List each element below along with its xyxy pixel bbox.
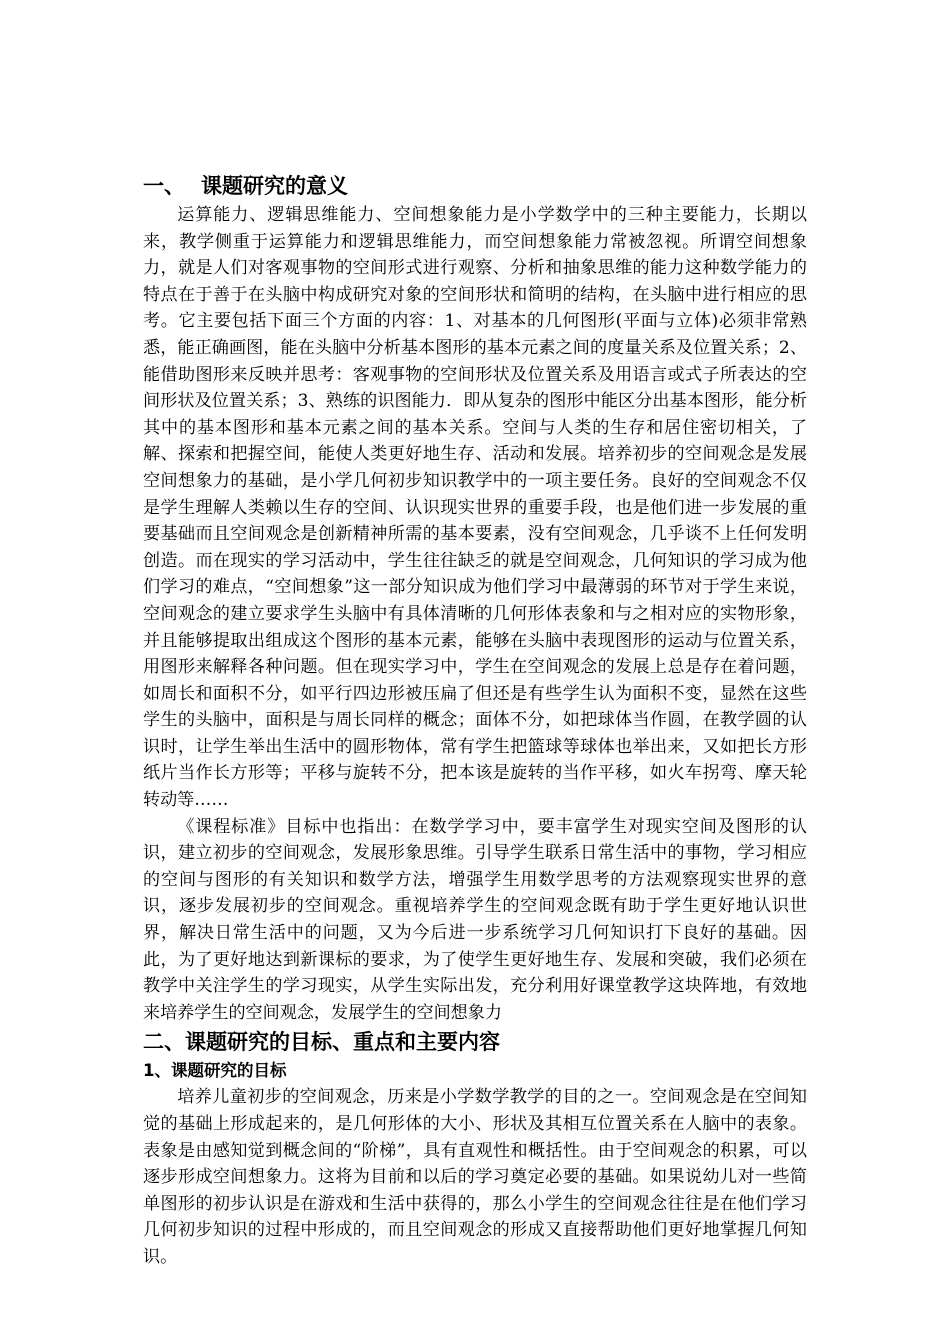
section-1-heading <box>143 170 807 202</box>
section-1-number: 一、 <box>143 174 185 198</box>
subsection-2-1-paragraph-1: 培养儿童初步的空间观念，历来是小学数学教学的目的之一。空间观念是在空间知觉的基础上形成起来的，是几何形体的大小、形状及其相互位置关系在人脑中的表象。表象是由感知觉到概念间的“阶梯”，具有直观性和概括性。由于空间观念的积累，可以逐步形成空间想象力。这将为目前和以后的学习奠定必要的基础。如果说幼儿对一些简单图形的初步认识是在游戏和生活中获得的，那么小学生的空间观念往往是在他们学习几何初步知识的过程中形成的，而且空间观念的形成又直接帮助他们更好地掌握几何知识。 <box>143 1087 807 1267</box>
section-2-heading <box>143 1026 807 1058</box>
section-2-number: 二、 <box>143 1030 185 1055</box>
section-2-title: 课题研究的目标、重点和主要内容 <box>185 1030 500 1055</box>
document-page <box>143 170 807 1271</box>
section-1-paragraph-1: 运算能力、逻辑思维能力、空间想象能力是小学数学中的三种主要能力，长期以来，教学侧重于运算能力和逻辑思维能力，而空间想象能力常被忽视。所谓空间想象力，就是人们对客观事物的空间形式进行观察、分析和抽象思维的能力这种数学能力的特点在于善于在头脑中构成研究对象的空间形状和简明的结构，在头脑中进行相应的思考。它主要包括下面三个方面的内容：1、对基本的几何图形(平面与立体)必须非常熟悉，能正确画图，能在头脑中分析基本图形的基本元素之间的度量关系及位置关系；2、能借助图形来反映并思考：客观事物的空间形状及位置关系及用语言或式子所表达的空间形状及位置关系；3、熟练的识图能力．即从复杂的图形中能区分出基本图形，能分析其中的基本图形和基本元素之间的基本关系。空间与人类的生存和居住密切相关，了解、探索和把握空间，能使人类更好地生存、活动和发展。培养初步的空间观念是发展空间想象力的基础，是小学几何初步知识教学中的一项主要任务。良好的空间观念不仅是学生理解人类赖以生存的空间、认识现实世界的重要手段，也是他们进一步发展的重要基础而且空间观念是创新精神所需的基本要素，没有空间观念，几乎谈不上任何发明创造。而在现实的学习活动中，学生往往缺乏的就是空间观念，几何知识的学习成为他们学习的难点，“空间想象”这一部分知识成为他们学习中最薄弱的环节对于学生来说，空间观念的建立要求学生头脑中有具体清晰的几何形体表象和与之相对应的实物形象，并且能够提取出组成这个图形的基本元素，能够在头脑中表现图形的运动与位置关系，用图形来解释各种问题。但在现实学习中，学生在空间观念的发展上总是存在着问题，如周长和面积不分，如平行四边形被压扁了但还是有些学生认为面积不变，显然在这些学生的头脑中，面积是与周长同样的概念；面体不分，如把球体当作圆，在教学圆的认识时，让学生举出生活中的圆形物体，常有学生把篮球等球体也举出来，又如把长方形纸片当作长方形等；平移与旋转不分，把本该是旋转的当作平移，如火车拐弯、摩天轮转动等…… <box>143 205 807 811</box>
subsection-2-1-heading: 1、课题研究的目标 <box>143 1061 287 1081</box>
section-1-title: 课题研究的意义 <box>201 174 348 198</box>
section-1-paragraph-2: 《课程标准》目标中也指出：在数学学习中，要丰富学生对现实空间及图形的认识，建立初步的空间观念，发展形象思维。引导学生联系日常生活中的事物，学习相应的空间与图形的有关知识和数学方法，增强学生用数学思考的方法观察现实世界的意识，逐步发展初步的空间观念。重视培养学生的空间观念既有助于学生更好地认识世界，解决日常生活中的问题，又为今后进一步系统学习几何知识打下良好的基础。因此，为了更好地达到新课标的要求，为了使学生更好地生存、发展和突破，我们必须在教学中关注学生的学习现实，从学生实际出发，充分利用好课堂教学这块阵地，有效地来培养学生的空间观念，发展学生的空间想象力 <box>143 816 807 1023</box>
